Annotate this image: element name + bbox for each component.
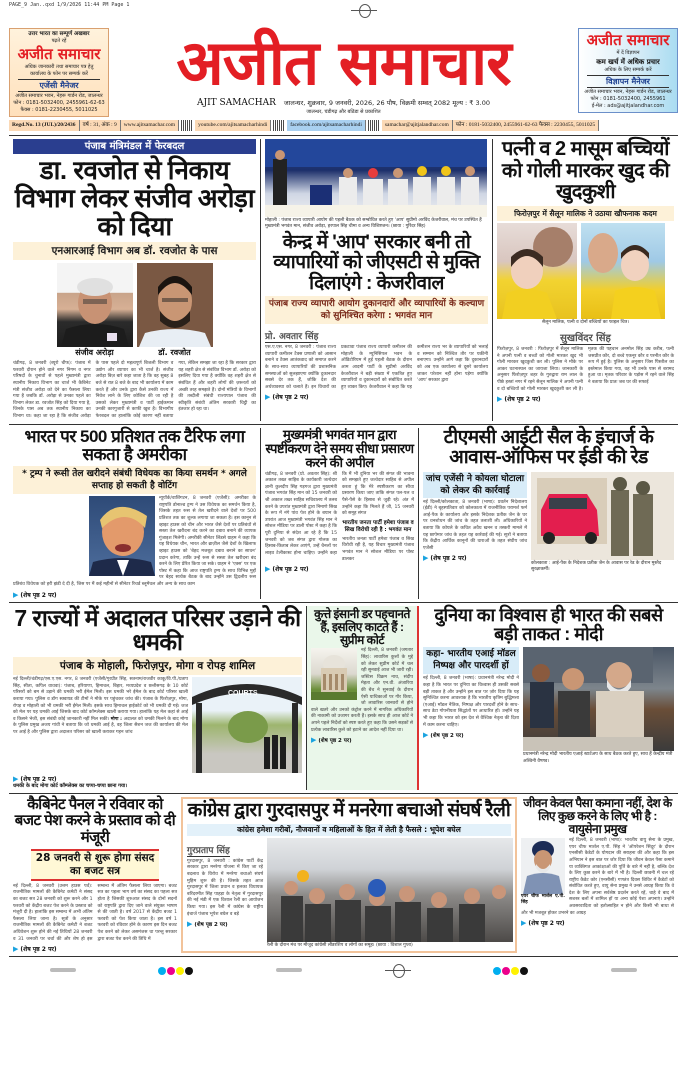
photo-iaf-chief <box>521 838 565 894</box>
masthead-title: अजीत समाचार <box>176 26 511 99</box>
ear-line: कार्यालय के फोन पर सम्पर्क करें <box>30 71 88 77</box>
headline-budget[interactable]: कैबिनेट पैनल ने रविवार को बजट पेश करने के प्रस्ताव को दी मंजूरी <box>14 796 176 846</box>
body-text <box>13 361 256 420</box>
headline-iaf[interactable]: जीवन केवल पैसा कमाना नहीं, देश के लिए कुछ करने के लिए भी है : वायुसेना प्रमुख <box>523 796 672 837</box>
ear-manager: एजेंसी मैनेजर <box>18 79 100 92</box>
body-modi: नई दिल्ली, 8 जनवरी (भाषा): प्रधानमंत्री नरेन्द्र मोदी ने कहा है कि भारत पर दुनिया का विश्वास ही उसकी सबसे बड़ी ताकत है और उन्होंने इस बात पर ज़ोर दिया कि यह सुनिश्चित करना आवश्यक है कि भारतीय कृत्रिम बुद्धिमत्ता (एआई) मॉडल नैतिक, निष्पक्ष और पारदर्शी होने के साथ-साथ डेटा गोपनीयता सिद्धांतों पर आधारित हों। उन्होंने यह भी कहा कि भारत को इस देश से वैश्विक नेतृत्व की दिशा में काम करना चाहिए। <box>423 676 519 728</box>
body-text <box>13 677 302 736</box>
deck-ferozepur: फिरोज़पुर में सैलून मालिक ने उठाया खौफनाक कदम <box>497 206 674 221</box>
ear-brand: अजीत समाचार <box>586 31 670 49</box>
body-rally: गुरदासपुर, 8 जनवरी : कांग्रेस पार्टी केंद्र सरकार द्वारा मनरेगा योजना में किए जा रहे बदलाव के विरोध में मनरेगा बचाओ संघर्ष मुहिम शुरू की है। जिसके तहत आज गुरदासपुर में जिला प्रधान व हलका विधायक बरिंदरमीत सिंह पाहड़ा के नेतृत्व में गुरदासपुर की नई मंडी में एक विशाल रैली का आयोजन किया गया। इस रैली में कांग्रेस के राष्ट्रीय इंचार्ज पंजाब भूपेश बघेल व बड़े <box>187 858 263 917</box>
ear-line: पढ़ते रहें <box>51 38 67 44</box>
headline-ed-raid[interactable]: टीएमसी आईटी सैल के इंचार्ज के आवास-ऑफिस पर ईडी की रेड <box>443 426 654 469</box>
continued-link[interactable]: ▶ (शेष पृष्ठ 2 पर) <box>423 731 464 740</box>
row-top <box>9 135 678 425</box>
color-bar <box>493 960 529 979</box>
photo-family-2 <box>581 223 665 319</box>
row-third <box>9 603 678 795</box>
continued-link[interactable]: ▶ (शेष पृष्ठ 2 पर) <box>13 590 57 599</box>
body-text <box>13 884 177 943</box>
subhead-mann: भारतीय जनता पार्टी हमेशा पंजाब व सिख विरोधी रही है : भगवंत मान <box>342 519 414 534</box>
byline-ferozepur: सुखविंदर सिंह <box>497 326 674 347</box>
photo-modi-meeting <box>523 647 674 751</box>
continued-link[interactable]: ▶ (शेष पृष्ठ 2 पर) <box>265 565 309 574</box>
body-text <box>265 345 488 391</box>
crowd-photo-icon <box>267 838 513 942</box>
facebook-link[interactable]: facebook.com/ajitsamacharhindi <box>287 120 366 131</box>
body-cabinet-left: चंडीगढ़, 8 जनवरी (ब्यूरो चीफ): पंजाब में फरवरी दौरान होने वाले नगर निगम व नगर परिषदों के चुनावों से पहले मुख्यमंत्री द्वारा स्थानीय निकाय विभाग का चार्ज भी कैबिनेट मंत्री संजीव अरोड़ा को देने का फैसला लिया गया है जबकि डॉ. अरोड़ा से उनका पहले का विभाग लेकर डा. रवजोत सिंह को दिया गया है, जिनके पास अब तक स्थानीय निकाय का विभाग था। कहा जा रहा है कि संजीव अरोड़ा के पास पहले दो महत्वपूर्ण बिजली विभाग व उद्योग <box>13 361 174 419</box>
play-arrow-icon: ▶ <box>13 775 19 784</box>
photo-supreme-court <box>311 648 357 700</box>
pullquote-budget: 28 जनवरी से शुरू होगा संसद का बजट सत्र <box>31 849 159 881</box>
body-courts-3: अदालत को धमकी मिलने के बाद मोगा के पुलिस प्रमुख अजय गांधी ने बताया कि जो धमकी आई है, वह जिला सैशन जज की कार्यालय की मेल पर आई है और पुलिस द्वारा अदालत परिसर को खाली कराकर गहन जांच <box>13 716 188 736</box>
color-bar <box>158 960 194 979</box>
play-arrow-icon: ▶ <box>13 590 19 599</box>
body-text <box>265 472 414 564</box>
portrait-icon <box>57 263 133 347</box>
iaf-photo-block <box>521 838 565 906</box>
body-budget-2: अंतिम फैसला लिया जाएगा। बजट सत्र का पहला भाग वर्ष का संसद का पहला सत्र होता है जिसकी शुरुआत संसद के दोनों सदनों को राष्ट्रपति द्वारा दिए जाने वाले संयुक्त भाषण से की जाती है। वर्ष 2017 से केंद्रीय बजट 1 फरवरी को पेश किया जाता है। इस वर्ष 1 फरवरी को रविवार होने के कारण इस दिन बजट पेश करने को लेकर असमंजस था परन्तु सरकार द्वारा बजट पेश करने की तिथि में <box>97 883 177 942</box>
ear-manager: विज्ञापन मैनेजर <box>587 75 669 88</box>
grey-bar <box>276 968 302 972</box>
masthead <box>115 28 572 115</box>
caption-iaf: एयर चीफ मार्शल ए.पी. सिंह <box>521 894 565 906</box>
body-text <box>521 838 674 917</box>
right-ear-ad[interactable] <box>578 28 678 113</box>
body-mann-1: चंडीगढ़, 8 जनवरी (प्रो. अवतार सिंह): श्री अकाल तख्त साहिब के कार्यकारी जत्थेदार ज्ञानी कुलदीप सिंह गड़गज द्वारा मुख्यमंत्री पंजाब भगवंत सिंह मान को 15 जनवरी को श्री अकाल तख्त साहिब सचिवालय में तलब करने के उपरांत मुख्यमंत्री द्वारा निमाणे सिख के रूप में नंगे पांव पेश होने के बयान के उपरांत आज मुख्यमंत्री भगवंत सिंह मान ने सोशल मीडिया पर डाली पोस्ट में कहा है कि पूरी दुनिया से संदेश आ रहे हैं कि 15 जनवरी को जब संगत द्वारा गोलक का हिसाब-किताब लेकर आएंगे, उन्हें चैनलों पर लाइव टेलीकास्ट होना चाहिए। <box>265 471 337 556</box>
caption-kejriwal: मोहाली : पंजाब राज्य व्यापारी आयोग की पहली बैठक को सम्बोधित करते हुए 'आप' सुप्रीमो अरविंद केजरीवाल, मंच पर उपस्थित हैं मुख्यमंत्री भगवंत मान, संजीव अरोड़ा, हरपाल सिंह चीमा व अन्य विशिष्टजन। (छाया : गुरिंदर सिंह) <box>265 218 482 230</box>
body-ed-raid: नई दिल्ली/कोलकाता, 8 जनवरी (भाषा): प्रवर्तन निदेशालय (ईडी) ने बृहस्पतिवार को कोलकाता में राजनीतिक परामर्श फर्म आई-पैक के कार्यालय और इसके निदेशक प्रतीक जैन के घर पर धनशोधन की जांच के तहत तलाशी ली। अधिकारियों ने बताया कि कोयले के कथित अवैध खनन व तस्करी मामले में यह छापेमार जांच के तहत यह कार्रवाई की गई। सूत्रों ने बताया कि केंद्रीय आर्थिक कानूनों की धाराओं के तहत संघीय जांच एजेंसी <box>423 499 527 551</box>
caption-modi: प्रधानमंत्री नरेन्द्र मोदी भारतीय एआई स्टार्टअप के साथ बैठक करते हुए, साथ हैं केन्द्रीय मंत्री अश्विनी वैष्णव। <box>523 752 673 764</box>
body-courts-1: नई दिल्ली/चंडीगढ़/एस.ए.एस. नगर, 8 जनवरी (एजेंसी/गुरप्रीत सिंह, सतनाम/राजवीर काकू/वि.पी./प्रताप सिंह, सीता, कपिल वाधवा): पंजाब, हरियाणा, हिमाचल, बिहार, मध्यप्रदेश व छत्तीसगढ़ के 10 कोर्ट परिसरों को बम से उड़ाने की धमकी भरी ईमेल मिली। इस धमकी भरे ईमेल के बाद कोर्ट परिसर खाली कराया गया। पुलिस व डॉग स्क्वायड की टीमों ने मौके पर पहुंचकर जांच की। पंजाब के फिरोज़पुर, मोगा, रोपड़ व मोहाली को भी धमकी भरी ईमेल मिली। इसके साथ हिमाचल हाईकोर्ट को भी धमकी दी गई। <box>13 677 188 709</box>
kicker-cabinet: पंजाब मंत्रिमंडल में फेरबदल <box>13 139 256 154</box>
headline-mann[interactable]: मुख्यमंत्री भगवंत मान द्वारा स्पष्टीकरण देने समय सीधा प्रसारण करने की अपील <box>265 426 414 470</box>
ear-line: अधिक जानकारी तथा समाचार पत्र हेतु <box>24 64 94 70</box>
headline-kejriwal[interactable]: केन्द्र में 'आप' सरकार बनी तो व्यापारियों को जीएसटी से मुक्ति दिलाएंगे : केजरीवाल <box>273 231 480 294</box>
footer-color-bar <box>9 957 678 979</box>
registration-mark-icon <box>351 2 377 18</box>
modi-content <box>423 647 674 765</box>
stage-photo-icon <box>265 139 487 217</box>
play-arrow-icon: ▶ <box>311 736 317 745</box>
story-ed-raid <box>419 428 678 599</box>
play-arrow-icon: ▶ <box>187 920 193 929</box>
play-arrow-icon: ▶ <box>423 731 429 740</box>
volume-issue: वर्ष : 31, अंक : 9 <box>80 120 121 131</box>
body-text <box>187 859 263 918</box>
headline-cabinet[interactable]: डा. रवजोत से निकाय विभाग लेकर संजीव अरोड़ा को दिया <box>14 155 255 242</box>
story-ferozepur <box>493 139 678 421</box>
subhead-ed-raid: जांच एजेंसी ने कोयला घोटाला को लेकर की कार्रवाई <box>423 472 527 498</box>
portrait-icon <box>521 838 565 894</box>
headline-modi[interactable]: दुनिया का विश्वास ही भारत की सबसे बड़ी ताकत : मोदी <box>434 604 663 645</box>
body-text <box>423 676 519 729</box>
deck-tariff: * ट्रम्प ने रूसी तेल खरीदने संबंधी विधेयक का किया समर्थन * अगले सप्ताह हो सकती है वोटिंग <box>13 466 256 494</box>
rally-photo-block <box>267 838 513 949</box>
story-tariff <box>9 428 261 599</box>
publication-places: जालन्धर, चंडीगढ़ और बठिंडा से प्रकाशित <box>306 109 381 115</box>
slug-row <box>9 0 678 28</box>
photo-block-sanjeev <box>57 263 133 358</box>
continued-link[interactable]: ▶ (शेष पृष्ठ 2 पर) <box>497 395 541 404</box>
row-second <box>9 425 678 603</box>
body-cabinet-right: हाईकमान उनकी कारगुजारी से काफी खुश है। विभागीय फेरबदल का हालांकि कोई कारण नहीं बताया गया, लेकिन समझा जा रहा है कि सरकार द्वारा यह शहरी क्षेत्र से संबंधित विभाग डॉ. अरोड़ा को इसलिए दिया गया है क्योंकि वह शहरी क्षेत्र से संबंधित हैं और शहरी लोगों की ज़रूरतों को अच्छी तरह समझते हैं। दोनों मंत्रियों के विभागों की तब्दीली संबंधी राज्यपाल पंजाब की स्वीकृति संबंधी अंतिम सरकारी चिट्ठी का इंतजार हो रहा था। <box>95 361 256 419</box>
photo-block-ravjot <box>137 263 213 358</box>
court-gate-icon <box>192 677 302 773</box>
body-kejriwal-3: व्यक्त किए। केजरीवाल ने कहा कि यह कमीशन राज्य भर के व्यापारियों को भलाई व सम्मान को निश्चित तौर पर यकीनी बनाएगा। उन्होंने आगे कहा कि दुकानदारों को अब एक कार्यालय से दूसरे कार्यालय जाकर परेशान नहीं होना पड़ेगा क्योंकि 'आप' सरकार द्वारा <box>347 345 488 390</box>
body-text <box>497 347 674 393</box>
body-mann-3: भारतीय जनता पार्टी हमेशा पंजाब व सिख विरोधी रही है, यह विचार मुख्यमंत्री पंजाब भगवंत मान ने सोशल मीडिया पर पोस्ट डालकर <box>342 536 414 562</box>
email-link[interactable]: samachar@ajitjalandhar.com <box>382 120 453 131</box>
dateline: जालन्धर, शुक्रवार, 9 जनवरी, 2026, 26 पौष, विक्रमी सम्वत् 2082 मूल्य : ₹ 3.00 <box>283 99 490 107</box>
phone-fax: फोन : 0181-5032400, 2455961-62-63 फैक्स : 2230455, 5011025 <box>453 120 599 131</box>
body-courts-2: जज को मेल पर यह धमकी आई जिसके बाद कोर्ट कॉम्प्लेक्स खाली कराया गया। हालांकि यह मेल कहां से आई व किसने भेजी, इस संबंधी कोई जानकारी नहीं मिल सकी। <box>13 703 188 722</box>
body-kejriwal-1: एस.ए.एस. नगर, 8 जनवरी : पंजाब राज्य व्यापारी कमीशन टैक्स प्रणाली को आसान बनाने व टैक्स आतंकवाद को समाप्त करने के साथ-साथ व्यापारियों की प्रशासनिक समस्याओं को सुलझाएगा क्योंकि दुकानदार सबसे देर तक <box>265 345 336 384</box>
continued-link[interactable]: ▶ (शेष पृष्ठ 2 पर) <box>311 736 352 745</box>
meeting-photo-icon <box>523 647 653 751</box>
body-dogs: नई दिल्ली, 8 जनवरी (जगतार सिंह): लावारिस कुत्तों के मुद्दे को लेकर सुप्रीम कोर्ट में चल रही सुनवाई आज भी जारी रही। जस्टिस विक्रम नाथ, संदीप मेहता और एन.वी. अंजारिया की बेंच ने सुनवाई के दौरान ऐसी याचिकाओं पर गौर किया, जो लावारिस जानवरों से होने वाले खतरे और उनको कंट्रोल करने में नागरिक अधिकारियों की नाकामी को उजागर करती हैं। इसके साथ ही आज कोर्ट ने अपने पहले निर्देशों को स्पष्ट करते हुए कहा कि उसने सड़कों से प्रत्येक लावारिस कुत्ते को हटाने का आदेश नहीं दिया था। <box>311 648 413 733</box>
play-arrow-icon: ▶ <box>497 395 503 404</box>
story-mann <box>261 428 419 599</box>
story-iaf <box>517 797 678 953</box>
qr-code-icon[interactable] <box>181 120 193 131</box>
caption-sanjeev: संजीव अरोड़ा <box>75 348 114 358</box>
rally-content <box>187 838 511 949</box>
headline-courts[interactable]: 7 राज्यों में अदालत परिसर उड़ाने की धमकी <box>14 604 301 656</box>
portrait-icon <box>581 223 665 319</box>
headline-ferozepur[interactable]: पत्नी व 2 मासूम बच्चियों को गोली मारकर खुद की खुदकुशी <box>501 138 670 204</box>
ed-raid-photo-block <box>531 472 674 574</box>
body-kejriwal-2: हैं, जोकि देश की अर्थव्यवस्था को चलाते हैं। इन विचारों का प्रकटावा पंजाब राज्य व्यापारी कमीशन की मोहाली के म्युनिसिपल भवन के ऑडिटोरियम में हुई पहली बैठक के दौरान आम आदमी पार्टी के सुप्रीमो अरविंद केजरीवाल ने बड़ी संख्या में एकत्रित हुए व्यापारियों व दुकानदारों को संबोधित करते हुए <box>265 345 412 390</box>
website-link[interactable]: www.ajitsamachar.com <box>121 120 179 131</box>
svg-text:COURTS: COURTS <box>228 690 258 698</box>
cabinet-photos <box>13 263 256 358</box>
photo-rally-crowd <box>267 838 513 942</box>
ear-phone: फोन : 0181-5032400, 2455961-62-63 <box>13 100 105 106</box>
caption-ed-raid: कोलकाता : आई-पैक के निदेशक प्रतीक जैन के आवास पर रेड के दौरान मुस्तैद सुरक्षाकर्मी। <box>531 560 662 572</box>
ear-line: उत्तर भारत का सम्पूर्ण अखबार <box>28 31 90 37</box>
ear-address: अजीत समाचार भवन, नेहरू गार्डन रोड, जालन्धर <box>584 89 672 95</box>
body-iaf-1: नई दिल्ली, 8 जनवरी (भाषा): भारतीय वायु सेना के प्रमुख, एयर चीफ मार्शल ए.पी. सिंह ने 'ऑपरेशन सिंदूर' के दौरान एनसीसी कैडेटों के योगदान की सराहना की और कहा कि इस अभियान ने इस बात पर जोर दिया कि जीवन केवल पैसा कमाने या व्यक्तिगत आकांक्षाओं की पूर्ति के बारे में नहीं है, बल्कि देश के लिए कुछ करने के बारे में भी है। दिल्ली छावनी में चल <box>569 838 674 877</box>
pullquote-modi: कहा- भारतीय एआई मॉडल निष्पक्ष और पारदर्शी हों <box>423 647 519 674</box>
play-arrow-icon: ▶ <box>521 919 527 928</box>
photo-trump <box>89 496 155 576</box>
byline-rally: गुरप्रताप सिंह <box>187 838 263 859</box>
ear-phone: फोन : 0181-5032400, 2455961 <box>590 96 666 102</box>
edition-name: AJIT SAMACHAR <box>197 98 276 108</box>
body-ferozepur-1: फिरोज़पुर, 8 जनवरी : फिरोज़पुर में सैलून मालिक ने अपनी पत्नी व बच्चों को गोली मारकर खुद भी गोली मारकर खुदकुशी कर ली। पुलिस ने मौके पर आकर घटनास्थल का जायजा लिया। जानकारी के अनुसार फिरोज़पुर शहर के गुरुद्वारा राम लाल के पीछे हस्तां नगर में रहने सैलून मालिक ने अपनी पत्नी <box>497 347 583 386</box>
registration-mark-icon <box>385 962 411 978</box>
modi-photo-block <box>523 647 674 765</box>
deck-rally: कांग्रेस हमेशा गरीबों, नौजवानों व महिलाओं के हित में लेती है फैसले : भूपेश बघेल <box>187 824 511 836</box>
photo-kejriwal-event <box>265 139 487 217</box>
registration-bar <box>9 120 678 131</box>
headline-rally[interactable]: कांग्रेस द्वारा गुरदासपुर में मनरेगा बचाओ संघर्ष रैली <box>187 800 511 822</box>
raid-photo-icon <box>531 472 671 560</box>
body-tariff-1: न्यूयॉर्क/वाशिंगटन, 8 जनवरी (एजेंसी): अमरीका के राष्ट्रपति डोनाल्ड ट्रम्प ने उस विधेयक का समर्थन किया है, जिसके तहत रूस से तेल खरीदने वाले देशों पर 500 प्रतिशत तक का शुल्क लगाया जा सकता है। इस कानून से व्हाइट हाउस को चीन और भारत जैसे देशों पर प्रतिबंधों से सस्ता तेल खरीदना बंद करने का दबाव बनाने की व्यापक गुंजाइश मिलेगी। अमरीकी सीनेटर लिंडसे ग्राहम ने कहा कि यह विधेयक चीन, भारत और ब्राज़ील <box>159 496 256 548</box>
modi-text <box>423 647 519 765</box>
deck-kejriwal: पंजाब राज्य व्यापारी आयोग दुकानदारों और व्यापारियों के कल्याण को सुनिश्चित करेगा : भगवंत मान <box>265 296 488 324</box>
caption-rally: रैली के दौरान मंच पर मौजूद कांग्रेसी लीडरशिप व लोगों का समूह। (छाया : विशाल गुप्ता) <box>267 942 413 948</box>
masthead-subline <box>115 98 572 108</box>
supreme-court-icon <box>311 648 357 700</box>
youtube-link[interactable]: youtube.com/ajitsamacharhindi <box>195 120 271 131</box>
rally-text <box>187 838 263 949</box>
story-dogs <box>307 606 419 791</box>
ferozepur-photos <box>497 223 674 319</box>
story-cabinet <box>9 139 261 421</box>
story-rally <box>181 797 517 953</box>
play-arrow-icon: ▶ <box>423 554 429 563</box>
story-kejriwal <box>261 139 493 421</box>
caption-ferozepur: सैलून मालिक, पत्नी व दोनों बच्चियों का फाइल चित्र। <box>542 319 629 325</box>
continued-link[interactable]: ▶ (शेष पृष्ठ 2 पर) <box>187 920 228 929</box>
byline-kejriwal: प्रो. अवतार सिंह <box>265 324 488 345</box>
body-ferozepur-2: व दो बच्चियों को गोली मारकर खुदकुशी कर ली है। मृतक की पहचान अनमोल सिंह उम्र करीब, पत्नी जसप्रीत कौर, दो बच्चे एकनूर कौर व परनीत कौर के रूप में हुई है। पुलिस के अनुसार जिस पिस्तौल का इस्तेमाल किया गया, वह भी उनके पास से बरामद हुआ था। मृतक परिवार के पड़ोस में रहने वाले सिंह ने बताया कि प्रातः जब घर की सफाई <box>497 347 674 392</box>
photo-ravjot <box>137 263 213 347</box>
body-mann-2: उन्होंने कहा कि मैं भी दुनिया भर की संगत की भावना को समझते हुए जत्थेदार साहिब से अपील करता हूं कि मेरे स्पष्टीकरण का सीधा प्रसारण किया जाए ताकि संगत पल-पल व पैसे-पैसे के हिसाब से जुड़ी रहे। अंत में उन्होंने कहा कि मिलते हैं जी, 15 जनवरी को समूह संगत <box>317 471 414 556</box>
photo-court-gate <box>192 677 302 773</box>
photo-sanjeev-arora <box>57 263 133 347</box>
play-arrow-icon: ▶ <box>265 565 271 574</box>
left-ear-ad[interactable] <box>9 28 109 117</box>
body-budget-1: नई दिल्ली, 8 जनवरी (उत्तम हाउस पर्व): राजनीतिक मामलों की कैबिनेट कमेटी ने संसद का बजट सत्र 28 जनवरी को शुरू करने और 1 फरवरी को केंद्रीय बजट पेश करने के प्रस्ताव को मंजूरी दी है। हालांकि इस सम्बन्ध में अभी अंतिम फैसला लिया जाना है। सूत्रों के अनुसार राजनीतिक मामलों की कैबिनेट कमेटी ने बजट अधिवेशन शुरू होने की नई तिथियों 28 जनवरी व 31 जनवरी पर चर्चा की और शेष हो इस सम्बन्ध में <box>13 883 115 942</box>
portrait-icon <box>137 263 213 347</box>
body-text <box>13 496 256 588</box>
body-cabinet-mid: और व्यापार का भी चार्ज है। संजीव अरोड़ा बिज़ बारे कहा जाता है कि वह सुबह 8 बजे से रात 8 बजे के बाद भी कार्यालय में काम करते हैं और उनके द्वारा कैसे उनकी राज्य में निवेश लाने के लिए कोशिश की जा रही है उसको लेकर मुख्यमंत्री व पार्टी <box>95 367 174 406</box>
deck-cabinet: एनआरआई विभाग अब डॉ. रवजोत के पास <box>13 242 256 260</box>
portrait-icon <box>497 223 577 319</box>
ear-fax: फैक्स : 0181-2230455, 5011025 <box>20 107 98 113</box>
body-courts-end: धमकी के बाद मोगा कोर्ट कॉम्प्लेक्स का चप्पा-चप्पा छाना गया। <box>13 783 128 790</box>
ed-raid-text <box>423 472 527 574</box>
deck-courts: पंजाब के मोहाली, फिरोज़पुर, मोगा व रोपड़ शामिल <box>13 657 302 675</box>
continued-link[interactable]: ▶ (शेष पृष्ठ 2 पर) <box>265 393 309 402</box>
ear-line: कम खर्च में अधिक प्रचार <box>596 58 660 66</box>
photo-family-1 <box>497 223 577 319</box>
body-tariff-2: जैसे देशों के खिलाफ व्हाइट हाउस को 'बेहद मजबूत दबाव बनाने का साधन' प्रदान करेगा, ताकि उन्हें रूस से सस्ता तेल खरीदना बंद करने के लिए प्रेरित किया जा सके। ग्राहम ने 'एक्स' पर एक पोस्ट में कहा कि आज राष्ट्रपति ट्रम्प के साथ विभिन्न मुद्दों पर बेहद सार्थक बैठक के बाद उन्होंने उस द्विदलीय रूस प्रतिबंध विधेयक को हरी झंडी दे दी है, जिस पर मैं कई महीनों से सीनेटर रिचर्ड ब्लूमेंथल और अन्य के साथ काम <box>13 542 256 588</box>
headline-dogs[interactable]: कुत्ते इंसानी डर पहचानते हैं, इसलिए काटते हैं : सुप्रीम कोर्ट <box>314 606 410 647</box>
play-arrow-icon: ▶ <box>13 945 19 954</box>
moga-label: मोगा : <box>110 716 123 722</box>
body-iaf-2: रहे राष्ट्रीय कैडेट कोर (एनसीसी) गणतंत्र दिवस शिविर में कैडेटों को संबोधित करते हुए, वायु सेना प्रमुख ने उनसे आग्रह किया कि वे देश के लिए अपना सर्वश्रेष्ठ प्रदर्शन करते रहें, चाहे वे बाद में सशस्त्र बलों में शामिल हों या अन्य कोई पेशा अपनाएं। उन्होंने अवसरवादिता को हतोत्साहित न होने और किसी भी बाधा से और भी मजबूत होकर उभरने का आग्रह <box>521 871 674 916</box>
story-modi <box>419 606 678 791</box>
qr-code-icon[interactable] <box>368 120 380 131</box>
headline-tariff[interactable]: भारत पर 500 प्रतिशत तक टैरिफ लगा सकता है अमरीका <box>24 426 245 464</box>
header <box>9 28 678 117</box>
ed-raid-content <box>423 472 674 574</box>
portrait-icon <box>89 496 155 576</box>
continued-link[interactable]: ▶ (शेष पृष्ठ 2 पर) <box>521 919 565 928</box>
ear-email: ई-मेल : ads@ajitjalandhar.com <box>591 103 665 109</box>
caption-ravjot: डॉ. रवजोत <box>158 348 191 358</box>
qr-code-icon[interactable] <box>273 120 285 131</box>
continued-link[interactable]: ▶ (शेष पृष्ठ 2 पर) <box>13 945 57 954</box>
grey-bar <box>50 968 76 972</box>
play-arrow-icon: ▶ <box>265 393 271 402</box>
body-text <box>311 648 413 734</box>
ear-line: अधिक के लिए सम्पर्क करें <box>604 67 652 73</box>
grey-bar <box>611 968 637 972</box>
continued-link[interactable]: ▶ (शेष पृष्ठ 2 पर) <box>13 775 57 784</box>
body-text <box>423 500 527 553</box>
ear-address: अजीत समाचार भवन, नेहरू गार्डन रोड, जालन्धर <box>15 93 103 99</box>
photo-ed-raid <box>531 472 674 560</box>
print-slug: PAGE_9 Jan..qxd 1/9/2026 11:44 PM Page 1 <box>9 2 130 8</box>
story-courts <box>9 606 307 791</box>
ear-line: में दें विज्ञापन <box>616 50 640 56</box>
row-bottom <box>9 794 678 957</box>
ear-brand: अजीत समाचार <box>17 45 101 63</box>
regd-number: Regd.No. 13 (JUL)/20/2436 <box>9 120 80 131</box>
continued-link[interactable]: ▶ (शेष पृष्ठ 2 पर) <box>423 554 467 563</box>
story-budget <box>9 797 181 953</box>
